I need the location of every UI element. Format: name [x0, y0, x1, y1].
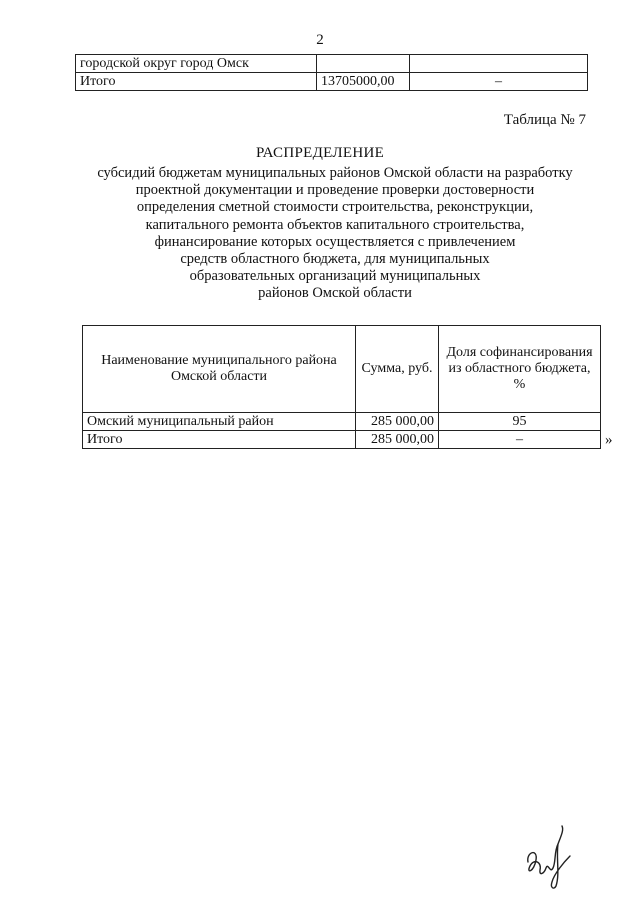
table-row [76, 73, 588, 91]
handwritten-signature [520, 822, 580, 892]
table-row [83, 413, 601, 431]
table-header-row [83, 326, 601, 413]
total-share-cell: – [410, 73, 588, 91]
total-share-cell: – [439, 431, 601, 449]
subtitle-line: образовательных организаций муниципальных [189, 268, 481, 285]
share-cell [410, 55, 588, 73]
total-label-cell: Итого [83, 431, 356, 449]
header-sum: Сумма, руб. [356, 326, 439, 413]
closing-quote: » [605, 432, 613, 448]
total-sum-cell: 13705000,00 [317, 73, 410, 91]
table-caption: Таблица № 7 [503, 112, 586, 128]
sum-cell [317, 55, 410, 73]
municipality-name-cell: городской округ город Омск [76, 55, 317, 73]
table-row [83, 431, 601, 449]
subtitle-line: финансирование которых осуществляется с привлечением [154, 233, 516, 250]
share-cell: 95 [439, 413, 601, 431]
subtitle-line: определения сметной стоимости строительства, реконструкции, [136, 199, 534, 216]
document-subtitle [70, 165, 600, 303]
header-share: Доля софинансирования из областного бюджета, % [439, 326, 601, 413]
total-label-cell: Итого [76, 73, 317, 91]
sum-cell: 285 000,00 [356, 413, 439, 431]
page-number: 2 [316, 32, 324, 48]
total-sum-cell: 285 000,00 [356, 431, 439, 449]
distribution-table [82, 325, 601, 449]
subtitle-line: субсидий бюджетам муниципальных районов Омской области на разработку [97, 165, 573, 181]
municipality-name-cell: Омский муниципальный район [83, 413, 356, 431]
continued-table [75, 54, 588, 91]
subtitle-line: проектной документации и проведение проверки достоверности [135, 182, 535, 199]
subtitle-line: средств областного бюджета, для муниципальных [180, 251, 490, 268]
header-municipality: Наименование муниципального района Омской области [83, 326, 356, 413]
subtitle-line: капитального ремонта объектов капитального строительства, [145, 216, 525, 233]
subtitle-line: районов Омской области [258, 285, 412, 302]
table-row [76, 55, 588, 73]
document-title: РАСПРЕДЕЛЕНИЕ [255, 145, 385, 161]
